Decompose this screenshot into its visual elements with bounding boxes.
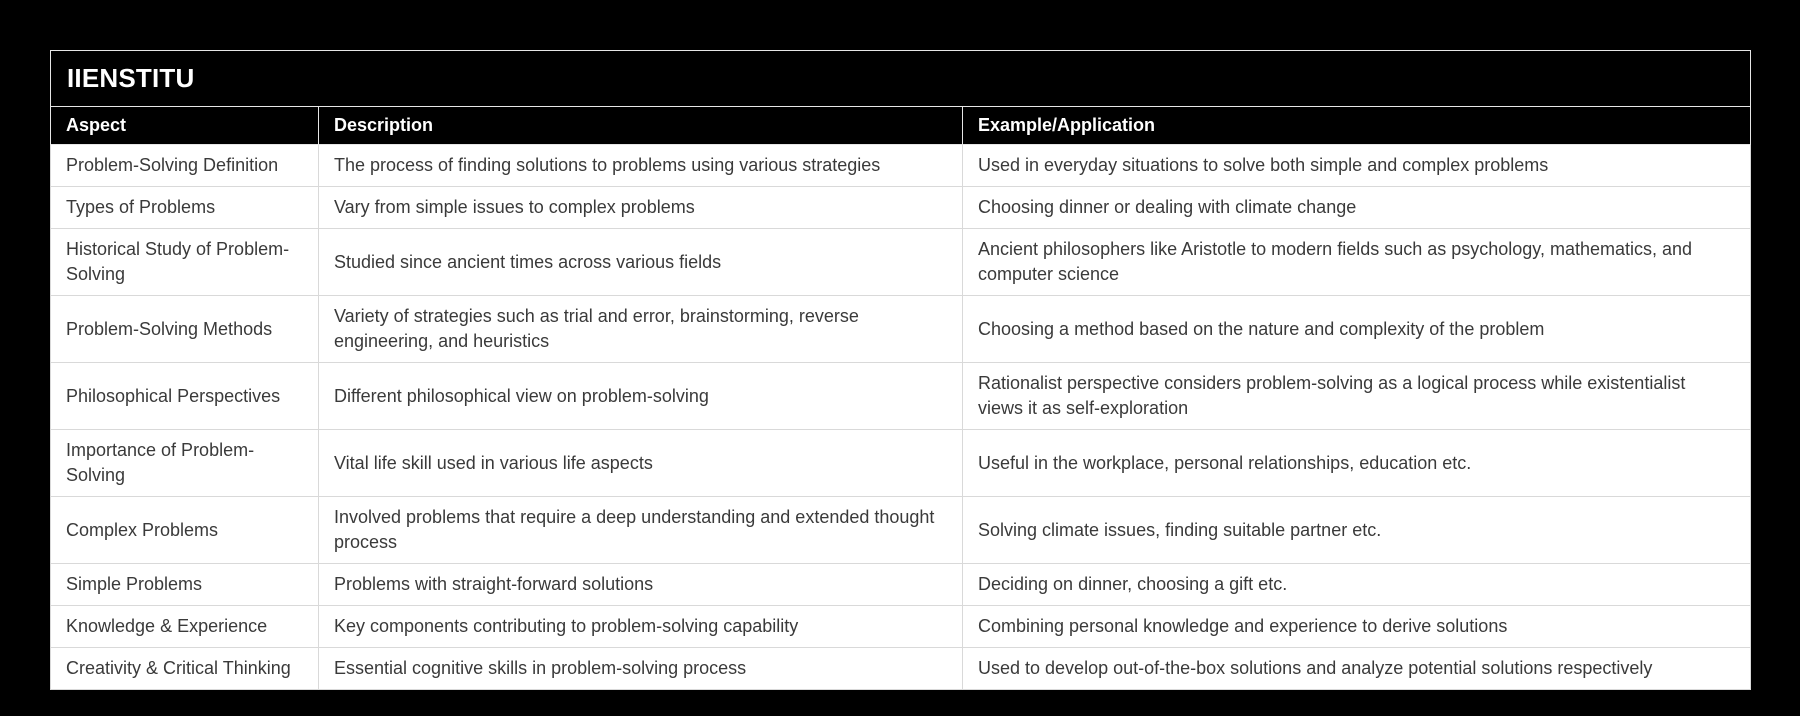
table-row (51, 363, 1751, 430)
table-row (51, 296, 1751, 363)
cell-description: The process of finding solutions to problems using various strategies (319, 145, 963, 187)
cell-example: Solving climate issues, finding suitable partner etc. (963, 497, 1751, 564)
cell-aspect: Philosophical Perspectives (51, 363, 319, 430)
cell-example: Useful in the workplace, personal relationships, education etc. (963, 430, 1751, 497)
cell-example: Deciding on dinner, choosing a gift etc. (963, 564, 1751, 606)
table-row (51, 229, 1751, 296)
table-title: IIENSTITU (51, 51, 1751, 107)
cell-example: Choosing dinner or dealing with climate change (963, 187, 1751, 229)
table-body (51, 145, 1751, 690)
table-row (51, 606, 1751, 648)
table-title-row (51, 51, 1751, 107)
cell-description: Vital life skill used in various life aspects (319, 430, 963, 497)
cell-aspect: Importance of Problem-Solving (51, 430, 319, 497)
table-row (51, 497, 1751, 564)
cell-aspect: Creativity & Critical Thinking (51, 648, 319, 690)
table-row (51, 430, 1751, 497)
column-header-aspect: Aspect (51, 107, 319, 145)
cell-aspect: Problem-Solving Methods (51, 296, 319, 363)
table-row (51, 564, 1751, 606)
table-row (51, 145, 1751, 187)
cell-description: Involved problems that require a deep understanding and extended thought process (319, 497, 963, 564)
cell-description: Different philosophical view on problem-solving (319, 363, 963, 430)
cell-aspect: Knowledge & Experience (51, 606, 319, 648)
cell-example: Rationalist perspective considers problem-solving as a logical process while existentialist views it as self-exploration (963, 363, 1751, 430)
cell-example: Choosing a method based on the nature and complexity of the problem (963, 296, 1751, 363)
cell-aspect: Simple Problems (51, 564, 319, 606)
cell-description: Essential cognitive skills in problem-solving process (319, 648, 963, 690)
problem-solving-table (50, 50, 1751, 690)
column-header-description: Description (319, 107, 963, 145)
cell-aspect: Historical Study of Problem-Solving (51, 229, 319, 296)
cell-aspect: Problem-Solving Definition (51, 145, 319, 187)
cell-description: Studied since ancient times across various fields (319, 229, 963, 296)
cell-example: Used to develop out-of-the-box solutions and analyze potential solutions respectively (963, 648, 1751, 690)
cell-description: Problems with straight-forward solutions (319, 564, 963, 606)
table-row (51, 187, 1751, 229)
table-row (51, 648, 1751, 690)
cell-example: Combining personal knowledge and experience to derive solutions (963, 606, 1751, 648)
cell-description: Key components contributing to problem-solving capability (319, 606, 963, 648)
table-header-row (51, 107, 1751, 145)
column-header-example: Example/Application (963, 107, 1751, 145)
cell-description: Vary from simple issues to complex problems (319, 187, 963, 229)
cell-aspect: Complex Problems (51, 497, 319, 564)
table-container (50, 50, 1750, 690)
cell-example: Ancient philosophers like Aristotle to modern fields such as psychology, mathematics, and computer science (963, 229, 1751, 296)
cell-aspect: Types of Problems (51, 187, 319, 229)
cell-description: Variety of strategies such as trial and error, brainstorming, reverse engineering, and heuristics (319, 296, 963, 363)
cell-example: Used in everyday situations to solve both simple and complex problems (963, 145, 1751, 187)
